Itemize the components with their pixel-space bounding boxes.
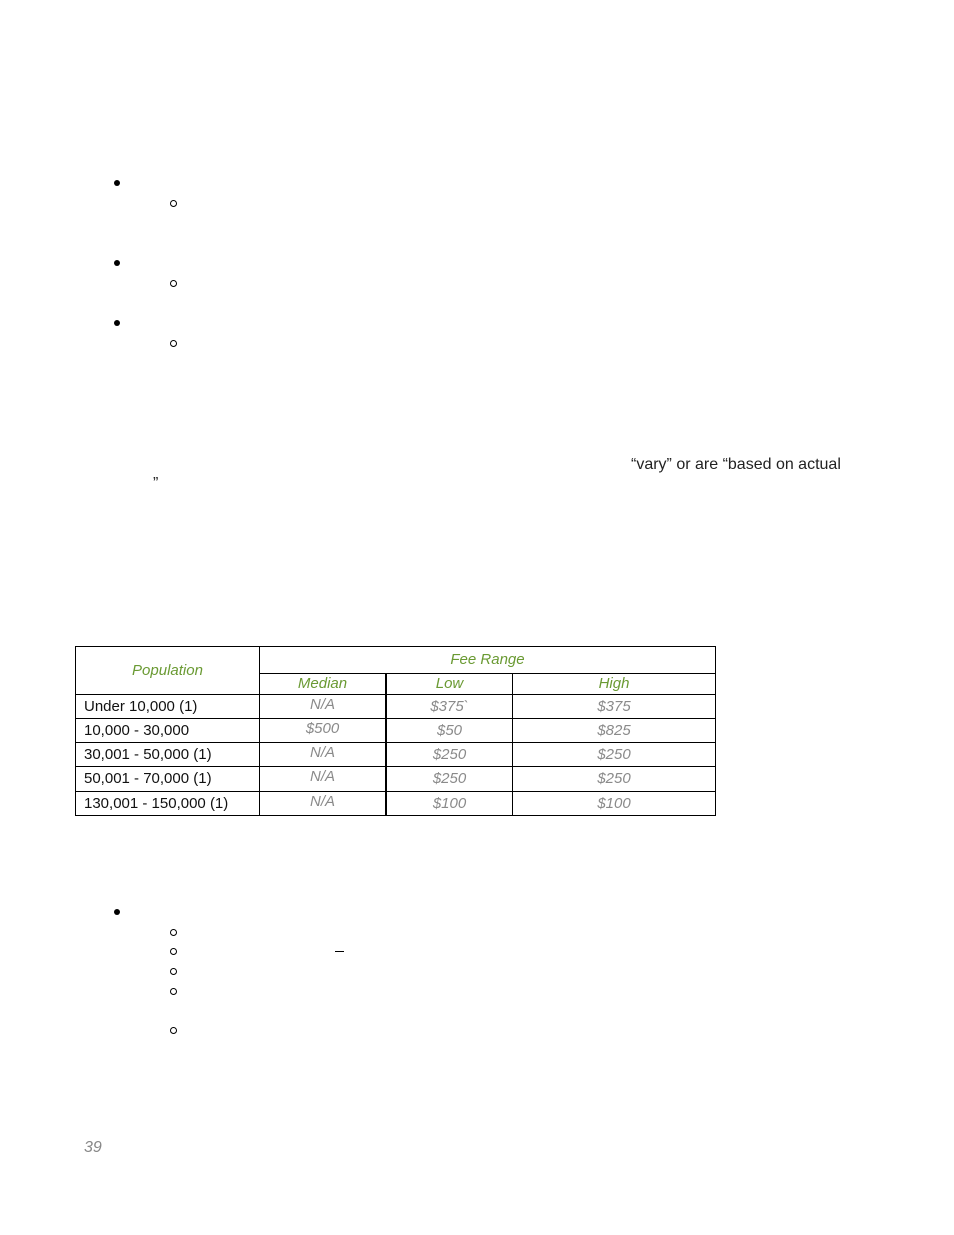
list-bullet-4	[114, 909, 120, 915]
table-cell-high: $250	[512, 742, 716, 767]
table-header-high: High	[512, 673, 716, 695]
table-cell-high: $375	[512, 694, 716, 719]
table-cell-high: $825	[512, 718, 716, 743]
table-cell-low: $50	[386, 718, 513, 743]
fee-range-table	[75, 646, 716, 816]
list-bullet-1	[114, 180, 120, 186]
list-subbullet-8	[170, 1027, 177, 1034]
list-bullet-3	[114, 320, 120, 326]
list-subbullet-3	[170, 340, 177, 347]
table-cell-high: $250	[512, 766, 716, 792]
table-cell-population: Under 10,000 (1)	[75, 694, 260, 719]
table-cell-population: 10,000 - 30,000	[75, 718, 260, 743]
list-subbullet-1	[170, 200, 177, 207]
table-cell-population: 50,001 - 70,000 (1)	[75, 766, 260, 792]
table-cell-population: 30,001 - 50,000 (1)	[75, 742, 260, 767]
table-cell-median: N/A	[259, 694, 386, 719]
table-cell-low: $375`	[386, 694, 513, 719]
list-subbullet-4	[170, 929, 177, 936]
table-cell-low: $250	[386, 742, 513, 767]
table-header-low: Low	[386, 673, 513, 695]
list-bullet-2	[114, 260, 120, 266]
table-cell-low: $250	[386, 766, 513, 792]
table-cell-median: N/A	[259, 791, 386, 816]
table-cell-population: 130,001 - 150,000 (1)	[75, 791, 260, 816]
text-fragment-vary: “vary” or are “based on actual	[631, 456, 841, 473]
table-cell-high: $100	[512, 791, 716, 816]
table-cell-low: $100	[386, 791, 513, 816]
list-subbullet-6	[170, 968, 177, 975]
list-subbullet-5	[170, 948, 177, 955]
table-header-median: Median	[259, 673, 386, 695]
text-fragment-close-quote: ”	[153, 475, 159, 492]
table-cell-median: $500	[259, 718, 386, 743]
table-cell-median: N/A	[259, 742, 386, 767]
page-number: 39	[84, 1139, 102, 1156]
table-cell-median: N/A	[259, 766, 386, 792]
list-subbullet-2	[170, 280, 177, 287]
dash-mark	[335, 951, 344, 952]
table-header-population: Population	[75, 646, 260, 695]
list-subbullet-7	[170, 988, 177, 995]
table-header-fee-range: Fee Range	[259, 646, 716, 674]
